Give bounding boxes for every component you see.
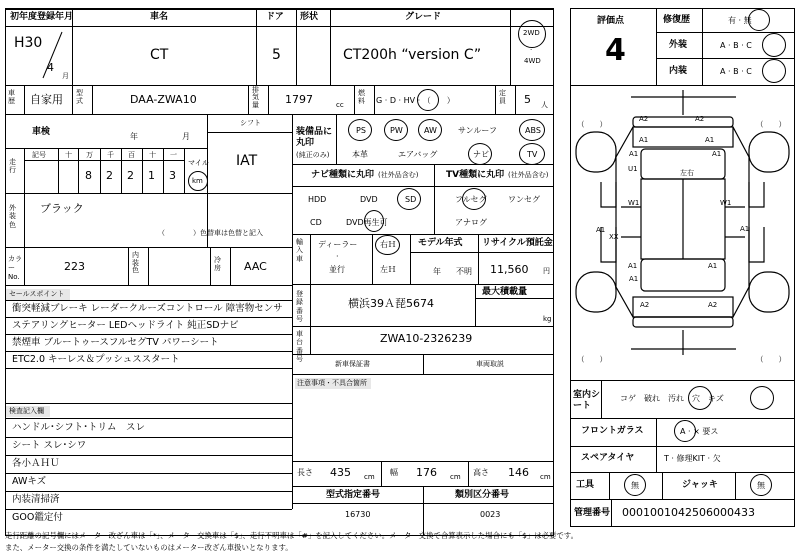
recycle-amount: 11,560 xyxy=(490,263,529,276)
model-label: 型式 xyxy=(76,89,83,105)
width-unit: cm xyxy=(450,473,461,481)
mileage-digit: 1 xyxy=(148,169,155,182)
seat-dirt-circle xyxy=(688,386,712,410)
inspect-notes-label: 検査記入欄 xyxy=(9,407,44,415)
navi-sd: SD xyxy=(405,195,417,204)
interior-color-label: 内装色 xyxy=(132,251,139,275)
class-no-label: 類別区分番号 xyxy=(455,490,510,500)
spare-value: T · 修理KIT · 欠 xyxy=(664,454,721,463)
import-dealer: ディーラー xyxy=(318,240,358,249)
height-label: 高さ xyxy=(473,468,489,477)
damage-mark: W1 xyxy=(628,199,640,207)
damage-mark: 左右 xyxy=(680,169,694,177)
equip-navi-circle xyxy=(468,143,492,165)
navi-sd-circle xyxy=(397,188,421,210)
equip-aw: AW xyxy=(424,126,437,135)
note-line: AWキズ xyxy=(12,476,47,487)
max-load-label: 最大積載量 xyxy=(482,287,528,297)
insp-year-unit: 年 xyxy=(130,132,138,141)
equip-tv-circle xyxy=(519,143,545,165)
equip-abs-circle xyxy=(519,119,545,141)
equip-sunroof: サンルーフ xyxy=(458,126,497,135)
model-year-unit: 年 xyxy=(433,267,441,276)
jack-value: 無 xyxy=(757,481,765,490)
height: 146 xyxy=(508,466,529,479)
import-right: 右Ｈ xyxy=(380,240,396,249)
color-code-label: カラーNo. xyxy=(8,255,22,282)
damage-mark: A1 xyxy=(629,150,639,158)
usage: 自家用 xyxy=(30,93,63,106)
equip-airbag: エアバッグ xyxy=(398,150,438,159)
sales-line: 衝突軽減ブレーキ レーダークルーズコントロール 障害物センサ xyxy=(12,303,283,314)
damage-mark: A2 xyxy=(708,301,718,309)
height-unit: cm xyxy=(540,473,551,481)
digit-label-6: 一 xyxy=(170,151,177,159)
equip-navi: ナビ xyxy=(473,150,489,159)
grade-label: グレード xyxy=(405,12,442,22)
cc-label: 排気量 xyxy=(252,86,259,109)
tv-label: TV種類に丸印 xyxy=(446,170,505,180)
svg-text:（ ）: （ ） xyxy=(756,120,786,129)
mgmt-number: 000100104250600043​3 xyxy=(622,506,755,519)
tv-oneseg: ワンセグ xyxy=(508,195,540,204)
damage-mark: A2 xyxy=(695,115,705,123)
note-line: 各小ＡＨＵ xyxy=(12,458,60,469)
interior-circle xyxy=(762,59,786,83)
length-unit: cm xyxy=(364,473,375,481)
manual-label: 車両取説 xyxy=(476,360,504,368)
insp-month-unit: 月 xyxy=(182,132,190,141)
chassis-number: ZWA10-2326239 xyxy=(380,332,473,345)
registration-number: 横浜39Ａ琵5674 xyxy=(348,297,434,310)
spare-label: スペアタイヤ xyxy=(581,453,635,463)
equip-pw-circle xyxy=(384,119,408,141)
equip-abs: ABS xyxy=(525,126,541,135)
model-year-label: モデル年式 xyxy=(418,238,463,248)
score-label: 評価点 xyxy=(597,16,625,26)
glass-label: フロントガラス xyxy=(581,426,644,436)
shift-value: IAT xyxy=(236,153,258,169)
tool-value: 無 xyxy=(631,481,639,490)
sales-line: ETC2.0 キーレス＆プッシュススタート xyxy=(12,354,180,365)
recycle-yen: 円 xyxy=(543,267,550,275)
mgmt-label: 管理番号 xyxy=(574,508,611,518)
glass-value: A · × 要ス xyxy=(680,427,719,436)
km-label: km xyxy=(192,177,203,185)
tool-circle xyxy=(624,474,646,496)
equipment-sub: (純正のみ) xyxy=(296,151,330,159)
width: 176 xyxy=(416,466,437,479)
month-unit: 月 xyxy=(62,72,69,80)
length: 435 xyxy=(330,466,351,479)
year-label: 初年度登録年月 xyxy=(10,12,74,22)
exterior-label: 外装 xyxy=(669,40,688,50)
equip-ps-circle xyxy=(348,119,372,141)
capacity: 5 xyxy=(524,93,531,106)
warranty-label: 新車保証書 xyxy=(335,360,370,368)
length-label: 長さ xyxy=(297,468,313,477)
fuel-circle-hv xyxy=(417,89,439,111)
shift-label: シフト xyxy=(240,119,261,127)
sales-point-label: セールスポイント xyxy=(9,290,65,298)
registration-label: 登録番号 xyxy=(296,290,303,324)
sales-line: ステアリングヒーター LEDヘッドライト 純正SDナビ xyxy=(12,320,239,331)
import-parallel: 並行 xyxy=(329,265,345,274)
damage-mark: A1 xyxy=(712,150,722,158)
damage-mark: A1 xyxy=(596,226,606,234)
navi-hdd: HDD xyxy=(308,195,327,204)
digit-label-1: 十 xyxy=(65,151,72,159)
fuel-options: G · D · HV · （ ） xyxy=(376,96,455,105)
import-dot: · xyxy=(336,252,339,261)
note-label: 記号 xyxy=(32,151,46,159)
equipment-label: 装備品に丸印 xyxy=(296,127,333,148)
fuel-label: 燃料 xyxy=(358,89,365,105)
reg-year: H30 xyxy=(14,35,43,51)
damage-mark: A1 xyxy=(639,136,649,144)
reg-month: 4 xyxy=(47,61,54,74)
navi-dvd-play-circle xyxy=(364,210,384,232)
mileage-digit: 2 xyxy=(106,169,113,182)
inspection-label: 車検 xyxy=(32,127,51,137)
notes-label: 注意事項・不具合箇所 xyxy=(297,379,367,387)
exterior-color: ブラック xyxy=(40,202,84,215)
capacity-unit: 人 xyxy=(541,101,548,109)
note-line: GOO鑑定付 xyxy=(12,512,63,523)
chassis-label: 車台番号 xyxy=(296,330,303,364)
class-no: 0023 xyxy=(480,510,501,519)
grade-value: CT200h “version C” xyxy=(343,47,482,63)
svg-text:（ ）: （ ） xyxy=(577,355,607,364)
navi-dvd-play: DVD再生可 xyxy=(346,218,388,227)
spec-sheet-bottom xyxy=(5,8,554,10)
drive-dot: · xyxy=(530,46,533,54)
exterior-grade: A · B · C xyxy=(720,41,752,50)
exterior-circle xyxy=(762,33,786,57)
door-label: ドア xyxy=(266,12,284,22)
drive-4wd: 4WD xyxy=(524,57,541,65)
mile-label: マイル xyxy=(188,159,209,167)
damage-mark: A1 xyxy=(705,136,715,144)
door-count: 5 xyxy=(272,47,281,63)
import-right-circle xyxy=(375,235,400,255)
interior-grade: A · B · C xyxy=(720,67,752,76)
interior-label: 内装 xyxy=(669,66,688,76)
tv-fullseg-circle xyxy=(462,188,486,210)
seat-label: 室内シート xyxy=(573,390,601,411)
footer-line-2: また、メーター交換の条件を満たしていないものはメーター改ざん車扱いとなります。 xyxy=(5,543,293,552)
repair-label: 修復歴 xyxy=(663,15,691,25)
damage-mark: A2 xyxy=(639,115,649,123)
name-label: 車名 xyxy=(150,12,169,22)
damage-mark: U1 xyxy=(628,165,638,173)
equip-pw: PW xyxy=(390,126,403,135)
digit-label-4: 百 xyxy=(128,151,135,159)
cc-unit: cc xyxy=(336,101,344,109)
damage-mark: A1 xyxy=(628,262,638,270)
seat-items: コゲ 破れ 汚れ 穴 キズ xyxy=(620,394,724,403)
width-label: 幅 xyxy=(390,468,398,477)
color-code: 223 xyxy=(64,260,85,273)
sales-line: 禁煙車 ブルートゥースフルセグTV パワーシート xyxy=(12,337,219,348)
digit-label-2: 万 xyxy=(86,151,93,159)
tv-sub: (社外品含む) xyxy=(508,171,549,179)
repair-circle xyxy=(748,9,770,31)
displacement: 1797 xyxy=(285,93,313,106)
glass-circle xyxy=(674,420,696,442)
color-note: （ ）色替車は色替と記入 xyxy=(158,229,263,237)
damage-mark: A1 xyxy=(740,225,750,233)
note-line: ハンドル･シフト･トリム スレ xyxy=(12,422,146,433)
svg-text:（ ）: （ ） xyxy=(756,355,786,364)
navi-label: ナビ種類に丸印 xyxy=(311,170,375,180)
mileage-digit: 8 xyxy=(85,169,92,182)
damage-mark: A1 xyxy=(708,262,718,270)
navi-dvd: DVD xyxy=(360,195,378,204)
exterior-color-label: 外装色 xyxy=(9,204,16,229)
damage-mark: W1 xyxy=(720,199,732,207)
mileage-digit: 2 xyxy=(127,169,134,182)
note-line: 内装清掃済 xyxy=(12,494,60,505)
damage-mark: A1 xyxy=(629,275,639,283)
tool-label: 工具 xyxy=(576,480,595,490)
tv-analog: アナログ xyxy=(455,218,487,227)
equip-tv: TV xyxy=(527,150,538,159)
history-label: 車歴 xyxy=(8,89,15,105)
tv-fullseg: フルセグ xyxy=(455,195,487,204)
digit-label-3: 千 xyxy=(107,151,114,159)
repair-value: 有 · 無 xyxy=(728,16,752,25)
navi-sub: (社外品含む) xyxy=(378,171,419,179)
car-name: CT xyxy=(150,47,169,63)
drive-2wd: 2WD xyxy=(523,29,540,37)
footer-line-1: 走行距離の記号欄にはメーター改ざん車は「*」、メーター交換車は「$」、走行不明車は「#」を記入してください。メーター交換で合算表示した場合にも「$」は必要です。 xyxy=(5,531,578,540)
shape-label: 形状 xyxy=(300,12,319,22)
equip-aw-circle xyxy=(418,119,442,141)
note-line: シート スレ･シワ xyxy=(12,440,87,451)
mileage-digit: 3 xyxy=(169,169,176,182)
ac-value: AAC xyxy=(244,260,267,273)
recycle-label: リサイクル預託金 xyxy=(482,238,553,248)
model-code: DAA-ZWA10 xyxy=(130,93,197,106)
type-no: 16730 xyxy=(345,510,371,519)
load-unit: kg xyxy=(543,315,552,323)
damage-mark: A2 xyxy=(640,301,650,309)
import-label: 輸入車 xyxy=(296,238,303,263)
svg-text:（ ）: （ ） xyxy=(577,120,607,129)
navi-cd: CD xyxy=(310,218,322,227)
equip-ps: PS xyxy=(356,126,366,135)
jack-circle xyxy=(750,474,772,496)
mileage-label: 走行 xyxy=(9,158,16,175)
seat-scratch-circle xyxy=(750,386,774,410)
damage-mark: XX xyxy=(609,233,619,241)
import-left: 左Ｈ xyxy=(380,265,396,274)
jack-label: ジャッキ xyxy=(682,480,718,490)
type-no-label: 型式指定番号 xyxy=(326,490,381,500)
model-year-unknown: 不明 xyxy=(456,267,472,276)
capacity-label: 定員 xyxy=(499,89,506,105)
score-value: 4 xyxy=(605,33,626,68)
ac-label: 冷房 xyxy=(214,256,221,273)
equip-leather: 本革 xyxy=(352,150,368,159)
digit-label-5: 十 xyxy=(149,151,156,159)
